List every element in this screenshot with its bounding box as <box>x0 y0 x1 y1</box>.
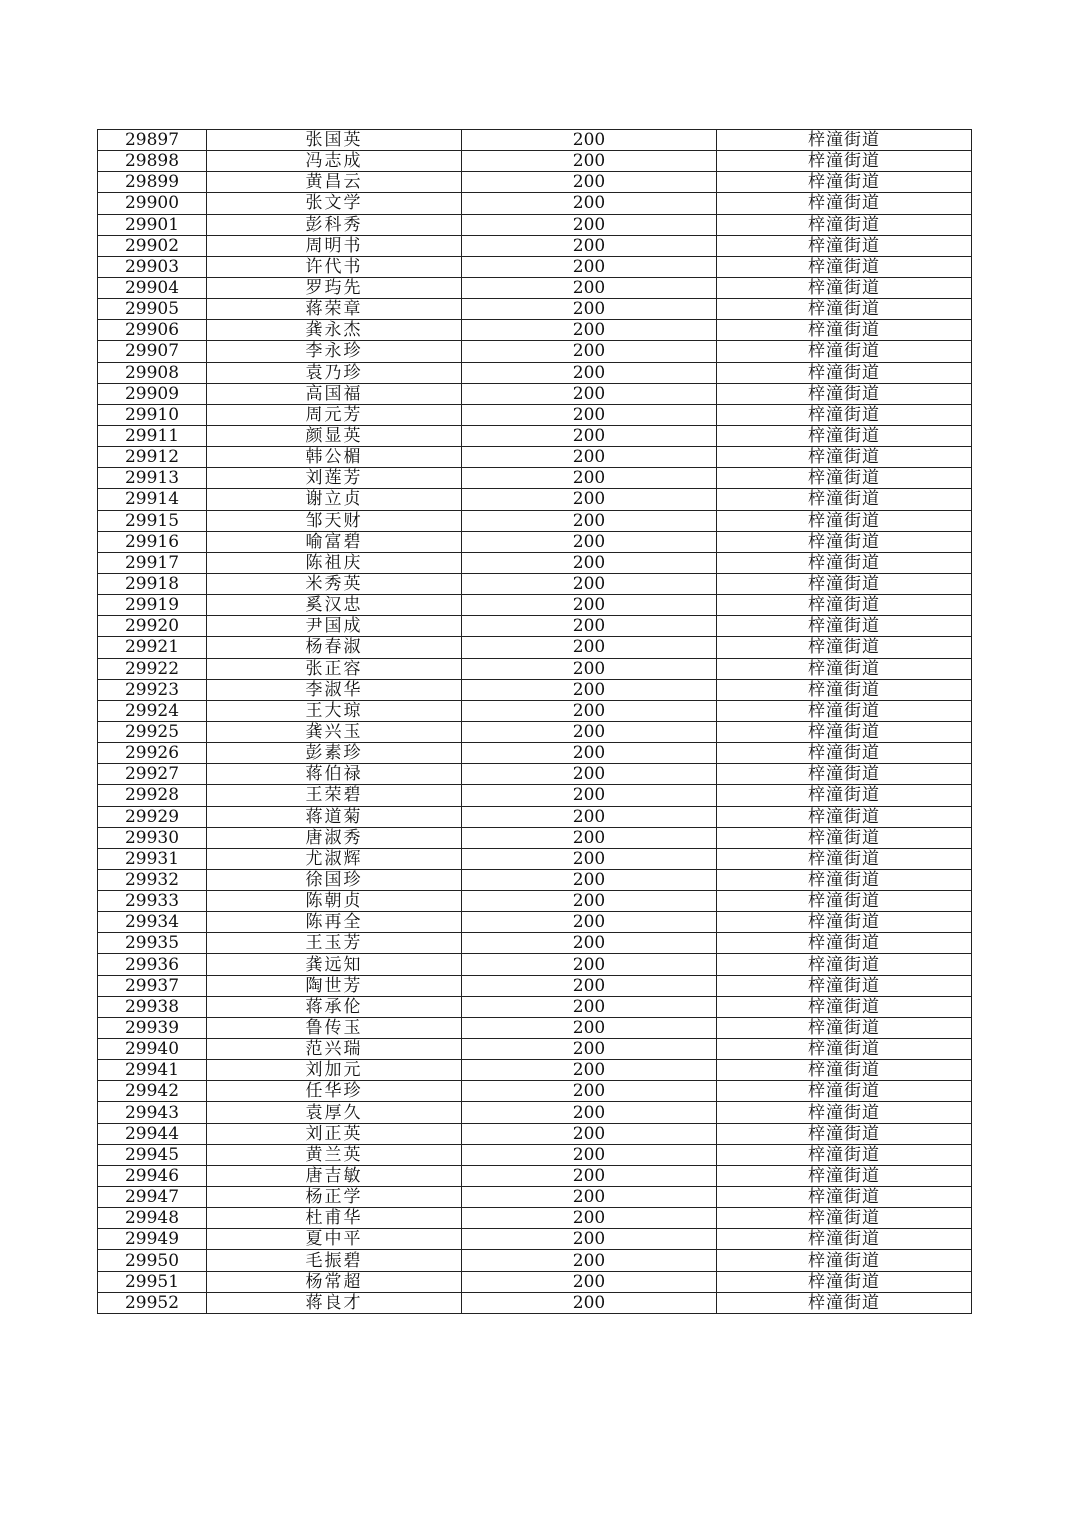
person-name-cell: 陶世芳 <box>207 975 462 996</box>
amount-cell: 200 <box>462 764 717 785</box>
street-cell: 梓潼街道 <box>717 552 972 573</box>
table-row <box>98 1292 972 1313</box>
record-number-cell: 29943 <box>98 1102 207 1123</box>
amount-cell: 200 <box>462 1017 717 1038</box>
person-name-cell: 张文学 <box>207 193 462 214</box>
amount-cell: 200 <box>462 151 717 172</box>
table-row <box>98 341 972 362</box>
record-number-cell: 29901 <box>98 214 207 235</box>
table-row <box>98 616 972 637</box>
person-name-cell: 彭科秀 <box>207 214 462 235</box>
record-number-cell: 29946 <box>98 1165 207 1186</box>
amount-cell: 200 <box>462 996 717 1017</box>
record-number-cell: 29930 <box>98 827 207 848</box>
person-name-cell: 任华珍 <box>207 1081 462 1102</box>
table-row <box>98 531 972 552</box>
street-cell: 梓潼街道 <box>717 595 972 616</box>
table-row <box>98 172 972 193</box>
street-cell: 梓潼街道 <box>717 151 972 172</box>
table-row <box>98 320 972 341</box>
record-number-cell: 29909 <box>98 383 207 404</box>
street-cell: 梓潼街道 <box>717 341 972 362</box>
amount-cell: 200 <box>462 721 717 742</box>
amount-cell: 200 <box>462 848 717 869</box>
street-cell: 梓潼街道 <box>717 510 972 531</box>
person-name-cell: 刘加元 <box>207 1060 462 1081</box>
record-number-cell: 29914 <box>98 489 207 510</box>
table-row <box>98 996 972 1017</box>
record-number-cell: 29910 <box>98 404 207 425</box>
table-row <box>98 552 972 573</box>
amount-cell: 200 <box>462 891 717 912</box>
record-number-cell: 29942 <box>98 1081 207 1102</box>
street-cell: 梓潼街道 <box>717 1060 972 1081</box>
table-row <box>98 468 972 489</box>
amount-cell: 200 <box>462 933 717 954</box>
table-row <box>98 299 972 320</box>
person-name-cell: 王荣碧 <box>207 785 462 806</box>
amount-cell: 200 <box>462 510 717 531</box>
street-cell: 梓潼街道 <box>717 193 972 214</box>
table-row <box>98 214 972 235</box>
person-name-cell: 尹国成 <box>207 616 462 637</box>
person-name-cell: 徐国珍 <box>207 869 462 890</box>
amount-cell: 200 <box>462 404 717 425</box>
person-name-cell: 杨正学 <box>207 1187 462 1208</box>
person-name-cell: 彭素珍 <box>207 743 462 764</box>
record-number-cell: 29941 <box>98 1060 207 1081</box>
amount-cell: 200 <box>462 806 717 827</box>
table-row <box>98 277 972 298</box>
street-cell: 梓潼街道 <box>717 489 972 510</box>
record-number-cell: 29939 <box>98 1017 207 1038</box>
table-row <box>98 256 972 277</box>
table-row <box>98 954 972 975</box>
person-name-cell: 米秀英 <box>207 573 462 594</box>
record-number-cell: 29916 <box>98 531 207 552</box>
amount-cell: 200 <box>462 447 717 468</box>
street-cell: 梓潼街道 <box>717 658 972 679</box>
record-number-cell: 29917 <box>98 552 207 573</box>
person-name-cell: 冯志成 <box>207 151 462 172</box>
table-row <box>98 743 972 764</box>
street-cell: 梓潼街道 <box>717 320 972 341</box>
street-cell: 梓潼街道 <box>717 362 972 383</box>
amount-cell: 200 <box>462 468 717 489</box>
amount-cell: 200 <box>462 1292 717 1313</box>
record-number-cell: 29945 <box>98 1144 207 1165</box>
record-number-cell: 29902 <box>98 235 207 256</box>
person-name-cell: 喻富碧 <box>207 531 462 552</box>
amount-cell: 200 <box>462 1060 717 1081</box>
table-row <box>98 1144 972 1165</box>
amount-cell: 200 <box>462 743 717 764</box>
street-cell: 梓潼街道 <box>717 1081 972 1102</box>
amount-cell: 200 <box>462 1081 717 1102</box>
amount-cell: 200 <box>462 425 717 446</box>
table-row <box>98 193 972 214</box>
person-name-cell: 陈朝贞 <box>207 891 462 912</box>
amount-cell: 200 <box>462 658 717 679</box>
amount-cell: 200 <box>462 277 717 298</box>
amount-cell: 200 <box>462 1271 717 1292</box>
record-number-cell: 29926 <box>98 743 207 764</box>
record-number-cell: 29949 <box>98 1229 207 1250</box>
person-name-cell: 韩公楣 <box>207 447 462 468</box>
record-number-cell: 29936 <box>98 954 207 975</box>
street-cell: 梓潼街道 <box>717 637 972 658</box>
table-row <box>98 447 972 468</box>
record-number-cell: 29931 <box>98 848 207 869</box>
roster-table <box>97 129 972 1314</box>
record-number-cell: 29948 <box>98 1208 207 1229</box>
record-number-cell: 29922 <box>98 658 207 679</box>
table-row <box>98 806 972 827</box>
street-cell: 梓潼街道 <box>717 975 972 996</box>
street-cell: 梓潼街道 <box>717 679 972 700</box>
person-name-cell: 李淑华 <box>207 679 462 700</box>
amount-cell: 200 <box>462 869 717 890</box>
record-number-cell: 29912 <box>98 447 207 468</box>
table-row <box>98 1187 972 1208</box>
record-number-cell: 29950 <box>98 1250 207 1271</box>
table-row <box>98 785 972 806</box>
record-number-cell: 29915 <box>98 510 207 531</box>
table-row <box>98 848 972 869</box>
record-number-cell: 29928 <box>98 785 207 806</box>
record-number-cell: 29897 <box>98 130 207 151</box>
table-row <box>98 975 972 996</box>
street-cell: 梓潼街道 <box>717 1165 972 1186</box>
amount-cell: 200 <box>462 341 717 362</box>
table-row <box>98 151 972 172</box>
amount-cell: 200 <box>462 256 717 277</box>
record-number-cell: 29920 <box>98 616 207 637</box>
table-row <box>98 573 972 594</box>
street-cell: 梓潼街道 <box>717 383 972 404</box>
amount-cell: 200 <box>462 1102 717 1123</box>
street-cell: 梓潼街道 <box>717 277 972 298</box>
street-cell: 梓潼街道 <box>717 721 972 742</box>
person-name-cell: 唐吉敏 <box>207 1165 462 1186</box>
amount-cell: 200 <box>462 1144 717 1165</box>
person-name-cell: 李永珍 <box>207 341 462 362</box>
person-name-cell: 夏中平 <box>207 1229 462 1250</box>
street-cell: 梓潼街道 <box>717 700 972 721</box>
street-cell: 梓潼街道 <box>717 891 972 912</box>
table-row <box>98 404 972 425</box>
person-name-cell: 周元芳 <box>207 404 462 425</box>
person-name-cell: 谢立贞 <box>207 489 462 510</box>
street-cell: 梓潼街道 <box>717 827 972 848</box>
record-number-cell: 29907 <box>98 341 207 362</box>
person-name-cell: 唐淑秀 <box>207 827 462 848</box>
amount-cell: 200 <box>462 1165 717 1186</box>
street-cell: 梓潼街道 <box>717 214 972 235</box>
amount-cell: 200 <box>462 383 717 404</box>
street-cell: 梓潼街道 <box>717 468 972 489</box>
person-name-cell: 蒋良才 <box>207 1292 462 1313</box>
street-cell: 梓潼街道 <box>717 785 972 806</box>
amount-cell: 200 <box>462 573 717 594</box>
amount-cell: 200 <box>462 827 717 848</box>
record-number-cell: 29899 <box>98 172 207 193</box>
record-number-cell: 29921 <box>98 637 207 658</box>
street-cell: 梓潼街道 <box>717 1208 972 1229</box>
street-cell: 梓潼街道 <box>717 130 972 151</box>
roster-body <box>98 130 972 1314</box>
table-row <box>98 700 972 721</box>
record-number-cell: 29925 <box>98 721 207 742</box>
table-row <box>98 595 972 616</box>
street-cell: 梓潼街道 <box>717 616 972 637</box>
record-number-cell: 29919 <box>98 595 207 616</box>
street-cell: 梓潼街道 <box>717 1187 972 1208</box>
amount-cell: 200 <box>462 700 717 721</box>
amount-cell: 200 <box>462 531 717 552</box>
record-number-cell: 29940 <box>98 1039 207 1060</box>
street-cell: 梓潼街道 <box>717 869 972 890</box>
street-cell: 梓潼街道 <box>717 1271 972 1292</box>
person-name-cell: 袁乃珍 <box>207 362 462 383</box>
record-number-cell: 29911 <box>98 425 207 446</box>
amount-cell: 200 <box>462 1187 717 1208</box>
street-cell: 梓潼街道 <box>717 1102 972 1123</box>
amount-cell: 200 <box>462 362 717 383</box>
street-cell: 梓潼街道 <box>717 425 972 446</box>
table-row <box>98 637 972 658</box>
street-cell: 梓潼街道 <box>717 1250 972 1271</box>
amount-cell: 200 <box>462 172 717 193</box>
record-number-cell: 29927 <box>98 764 207 785</box>
street-cell: 梓潼街道 <box>717 1123 972 1144</box>
table-row <box>98 658 972 679</box>
amount-cell: 200 <box>462 193 717 214</box>
table-row <box>98 1250 972 1271</box>
person-name-cell: 周明书 <box>207 235 462 256</box>
amount-cell: 200 <box>462 299 717 320</box>
person-name-cell: 邹天财 <box>207 510 462 531</box>
person-name-cell: 尤淑辉 <box>207 848 462 869</box>
street-cell: 梓潼街道 <box>717 912 972 933</box>
amount-cell: 200 <box>462 954 717 975</box>
street-cell: 梓潼街道 <box>717 531 972 552</box>
amount-cell: 200 <box>462 912 717 933</box>
street-cell: 梓潼街道 <box>717 1017 972 1038</box>
person-name-cell: 王大琼 <box>207 700 462 721</box>
street-cell: 梓潼街道 <box>717 404 972 425</box>
street-cell: 梓潼街道 <box>717 933 972 954</box>
person-name-cell: 张国英 <box>207 130 462 151</box>
amount-cell: 200 <box>462 1229 717 1250</box>
record-number-cell: 29935 <box>98 933 207 954</box>
record-number-cell: 29918 <box>98 573 207 594</box>
record-number-cell: 29900 <box>98 193 207 214</box>
amount-cell: 200 <box>462 637 717 658</box>
record-number-cell: 29924 <box>98 700 207 721</box>
street-cell: 梓潼街道 <box>717 954 972 975</box>
person-name-cell: 高国福 <box>207 383 462 404</box>
table-row <box>98 1081 972 1102</box>
table-row <box>98 912 972 933</box>
street-cell: 梓潼街道 <box>717 299 972 320</box>
table-row <box>98 1123 972 1144</box>
table-row <box>98 721 972 742</box>
person-name-cell: 杨春淑 <box>207 637 462 658</box>
table-row <box>98 1165 972 1186</box>
record-number-cell: 29904 <box>98 277 207 298</box>
person-name-cell: 刘正英 <box>207 1123 462 1144</box>
record-number-cell: 29906 <box>98 320 207 341</box>
record-number-cell: 29898 <box>98 151 207 172</box>
table-row <box>98 1229 972 1250</box>
amount-cell: 200 <box>462 235 717 256</box>
person-name-cell: 袁厚久 <box>207 1102 462 1123</box>
person-name-cell: 王玉芳 <box>207 933 462 954</box>
table-row <box>98 933 972 954</box>
table-row <box>98 362 972 383</box>
table-row <box>98 891 972 912</box>
amount-cell: 200 <box>462 595 717 616</box>
table-row <box>98 827 972 848</box>
street-cell: 梓潼街道 <box>717 743 972 764</box>
person-name-cell: 陈祖庆 <box>207 552 462 573</box>
record-number-cell: 29944 <box>98 1123 207 1144</box>
amount-cell: 200 <box>462 679 717 700</box>
amount-cell: 200 <box>462 130 717 151</box>
table-row <box>98 764 972 785</box>
person-name-cell: 陈再全 <box>207 912 462 933</box>
table-row <box>98 1102 972 1123</box>
table-row <box>98 1039 972 1060</box>
street-cell: 梓潼街道 <box>717 256 972 277</box>
amount-cell: 200 <box>462 1039 717 1060</box>
person-name-cell: 龚远知 <box>207 954 462 975</box>
record-number-cell: 29937 <box>98 975 207 996</box>
person-name-cell: 颜显英 <box>207 425 462 446</box>
street-cell: 梓潼街道 <box>717 764 972 785</box>
amount-cell: 200 <box>462 320 717 341</box>
record-number-cell: 29913 <box>98 468 207 489</box>
record-number-cell: 29932 <box>98 869 207 890</box>
street-cell: 梓潼街道 <box>717 848 972 869</box>
street-cell: 梓潼街道 <box>717 172 972 193</box>
person-name-cell: 奚汉忠 <box>207 595 462 616</box>
amount-cell: 200 <box>462 785 717 806</box>
person-name-cell: 黄昌云 <box>207 172 462 193</box>
person-name-cell: 蒋荣章 <box>207 299 462 320</box>
amount-cell: 200 <box>462 489 717 510</box>
person-name-cell: 黄兰英 <box>207 1144 462 1165</box>
person-name-cell: 范兴瑞 <box>207 1039 462 1060</box>
record-number-cell: 29929 <box>98 806 207 827</box>
amount-cell: 200 <box>462 552 717 573</box>
person-name-cell: 蒋道菊 <box>207 806 462 827</box>
person-name-cell: 蒋伯禄 <box>207 764 462 785</box>
table-row <box>98 1208 972 1229</box>
table-row <box>98 1017 972 1038</box>
record-number-cell: 29947 <box>98 1187 207 1208</box>
record-number-cell: 29951 <box>98 1271 207 1292</box>
table-row <box>98 130 972 151</box>
street-cell: 梓潼街道 <box>717 1039 972 1060</box>
table-row <box>98 425 972 446</box>
person-name-cell: 龚兴玉 <box>207 721 462 742</box>
record-number-cell: 29923 <box>98 679 207 700</box>
street-cell: 梓潼街道 <box>717 573 972 594</box>
record-number-cell: 29934 <box>98 912 207 933</box>
person-name-cell: 毛振碧 <box>207 1250 462 1271</box>
table-row <box>98 679 972 700</box>
table-row <box>98 235 972 256</box>
amount-cell: 200 <box>462 1250 717 1271</box>
street-cell: 梓潼街道 <box>717 1229 972 1250</box>
table-row <box>98 1060 972 1081</box>
record-number-cell: 29903 <box>98 256 207 277</box>
table-row <box>98 869 972 890</box>
street-cell: 梓潼街道 <box>717 996 972 1017</box>
person-name-cell: 龚永杰 <box>207 320 462 341</box>
person-name-cell: 蒋承伦 <box>207 996 462 1017</box>
person-name-cell: 罗玙先 <box>207 277 462 298</box>
person-name-cell: 刘莲芳 <box>207 468 462 489</box>
table-row <box>98 1271 972 1292</box>
person-name-cell: 许代书 <box>207 256 462 277</box>
amount-cell: 200 <box>462 616 717 637</box>
record-number-cell: 29933 <box>98 891 207 912</box>
table-row <box>98 489 972 510</box>
table-row <box>98 510 972 531</box>
street-cell: 梓潼街道 <box>717 806 972 827</box>
street-cell: 梓潼街道 <box>717 1144 972 1165</box>
street-cell: 梓潼街道 <box>717 447 972 468</box>
street-cell: 梓潼街道 <box>717 235 972 256</box>
person-name-cell: 张正容 <box>207 658 462 679</box>
street-cell: 梓潼街道 <box>717 1292 972 1313</box>
record-number-cell: 29952 <box>98 1292 207 1313</box>
amount-cell: 200 <box>462 1123 717 1144</box>
amount-cell: 200 <box>462 1208 717 1229</box>
record-number-cell: 29938 <box>98 996 207 1017</box>
table-row <box>98 383 972 404</box>
amount-cell: 200 <box>462 975 717 996</box>
person-name-cell: 杨常超 <box>207 1271 462 1292</box>
record-number-cell: 29908 <box>98 362 207 383</box>
person-name-cell: 鲁传玉 <box>207 1017 462 1038</box>
person-name-cell: 杜甫华 <box>207 1208 462 1229</box>
amount-cell: 200 <box>462 214 717 235</box>
record-number-cell: 29905 <box>98 299 207 320</box>
